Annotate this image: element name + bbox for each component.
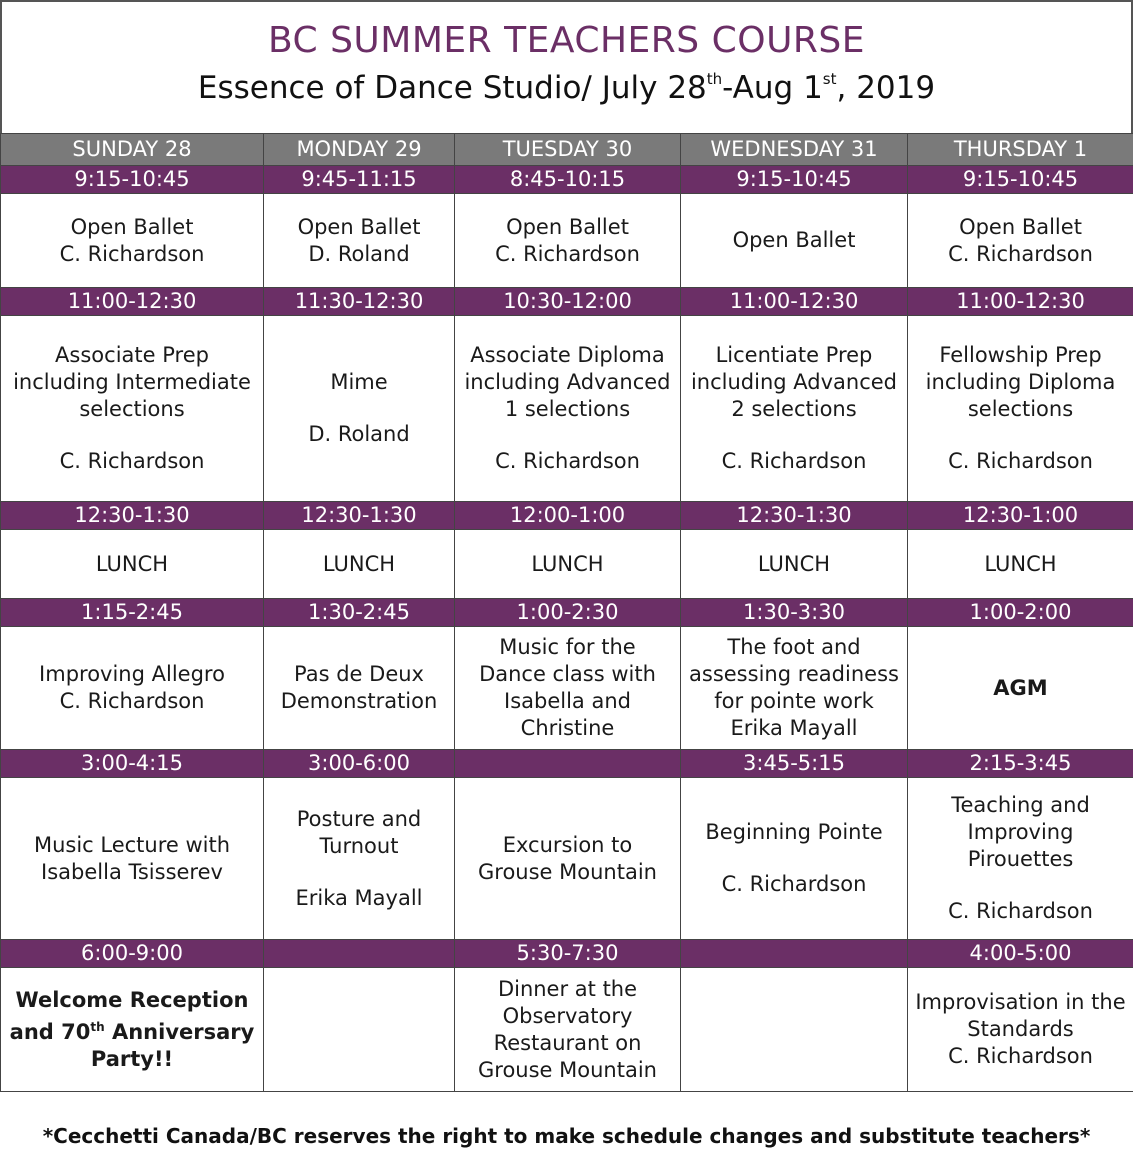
event-title: Welcome Reception — [15, 987, 249, 1012]
time-cell: 3:00-6:00 — [264, 750, 455, 778]
class-cell — [681, 627, 908, 750]
class-title: Christine — [520, 716, 615, 740]
time-cell: 11:30-12:30 — [264, 288, 455, 316]
event-text: and 70 — [9, 1019, 91, 1044]
class-title: Improvisation in the — [915, 990, 1126, 1014]
class-row — [1, 778, 1133, 940]
class-cell — [681, 194, 908, 288]
class-cell — [455, 627, 681, 750]
class-title: Music Lecture with — [33, 832, 231, 857]
lunch-cell: LUNCH — [908, 530, 1133, 599]
lunch-cell: LUNCH — [681, 530, 908, 599]
class-title: Mime — [330, 370, 388, 394]
class-teacher: C. Richardson — [721, 872, 867, 896]
time-cell: 9:15-10:45 — [1, 166, 264, 194]
empty-cell — [681, 968, 908, 1092]
class-title: Pas de Deux — [294, 662, 424, 686]
class-cell — [455, 968, 681, 1092]
class-cell — [1, 778, 264, 940]
empty-cell — [264, 968, 455, 1092]
day-header: TUESDAY 30 — [455, 134, 681, 166]
class-teacher: Erika Mayall — [295, 885, 423, 910]
class-cell — [908, 194, 1133, 288]
class-teacher: C. Richardson — [59, 449, 205, 473]
class-cell — [908, 316, 1133, 502]
time-row — [1, 288, 1133, 316]
event-title: Dinner at the — [497, 976, 638, 1001]
event-title: Restaurant on — [493, 1030, 642, 1055]
page-subtitle — [2, 70, 1131, 106]
lunch-row — [1, 530, 1133, 599]
class-title: Demonstration — [280, 689, 438, 713]
time-cell: 1:00-2:30 — [455, 599, 681, 627]
class-title: including Advanced — [690, 370, 898, 394]
time-cell: 9:15-10:45 — [908, 166, 1133, 194]
class-teacher: C. Richardson — [948, 899, 1093, 923]
time-cell: 12:30-1:30 — [681, 502, 908, 530]
class-cell — [908, 968, 1133, 1092]
class-teacher: Erika Mayall — [730, 716, 858, 740]
class-title: Improving Allegro — [39, 662, 225, 686]
class-teacher: C. Richardson — [59, 689, 205, 713]
time-cell: 6:00-9:00 — [1, 940, 264, 968]
class-title: 1 selections — [504, 397, 631, 421]
class-cell — [455, 194, 681, 288]
time-cell: 2:15-3:45 — [908, 750, 1133, 778]
time-cell: 1:00-2:00 — [908, 599, 1133, 627]
time-row — [1, 750, 1133, 778]
class-title: including Advanced — [464, 370, 671, 394]
class-title: Standards — [967, 1017, 1074, 1041]
time-cell — [681, 940, 908, 968]
class-teacher: C. Richardson — [948, 241, 1093, 266]
header — [0, 0, 1133, 134]
class-title: Music for the — [499, 635, 636, 659]
day-header-row — [1, 134, 1133, 166]
class-cell — [681, 316, 908, 502]
class-cell — [681, 778, 908, 940]
class-cell — [908, 778, 1133, 940]
class-teacher: C. Richardson — [59, 241, 205, 266]
time-cell: 12:30-1:00 — [908, 502, 1133, 530]
time-row — [1, 166, 1133, 194]
class-row — [1, 627, 1133, 750]
class-cell — [1, 968, 264, 1092]
class-row — [1, 194, 1133, 288]
class-title: assessing readiness — [689, 662, 899, 686]
class-title: Grouse Mountain — [478, 859, 657, 884]
day-header: THURSDAY 1 — [908, 134, 1133, 166]
class-row — [1, 968, 1133, 1092]
class-title: Open Ballet — [297, 214, 421, 239]
class-title: 2 selections — [731, 397, 857, 421]
event-title — [5, 1014, 259, 1046]
class-title: Isabella and — [504, 689, 631, 713]
lunch-cell: LUNCH — [1, 530, 264, 599]
class-title: Open Ballet — [506, 214, 629, 239]
disclaimer-footer: *Cecchetti Canada/BC reserves the right to make schedule changes and substitute teachers* — [42, 1124, 1091, 1148]
time-row — [1, 940, 1133, 968]
time-cell: 9:45-11:15 — [264, 166, 455, 194]
day-header: WEDNESDAY 31 — [681, 134, 908, 166]
class-title: Licentiate Prep — [715, 343, 873, 367]
class-teacher: D. Roland — [308, 241, 410, 266]
class-title: Dance class with — [479, 662, 656, 686]
day-header: MONDAY 29 — [264, 134, 455, 166]
subtitle-text: -Aug 1 — [722, 70, 823, 106]
time-cell: 12:30-1:30 — [1, 502, 264, 530]
class-teacher: C. Richardson — [948, 1044, 1093, 1068]
time-cell: 1:30-3:30 — [681, 599, 908, 627]
class-title: Improving — [967, 820, 1074, 844]
event-text: Anniversary — [104, 1019, 255, 1044]
class-title: Open Ballet — [959, 214, 1082, 239]
class-title: AGM — [993, 675, 1048, 700]
time-row — [1, 502, 1133, 530]
class-title: Beginning Pointe — [705, 820, 883, 844]
time-cell: 10:30-12:00 — [455, 288, 681, 316]
class-title: Open Ballet — [70, 214, 194, 239]
class-title: Associate Prep — [55, 343, 209, 367]
class-title: selections — [79, 397, 185, 421]
class-title: Turnout — [319, 833, 399, 858]
class-title: The foot and — [727, 635, 861, 659]
class-teacher: C. Richardson — [495, 449, 640, 473]
time-cell: 9:15-10:45 — [681, 166, 908, 194]
class-title: Posture and — [296, 806, 422, 831]
event-title: Party!! — [90, 1046, 174, 1071]
day-header: SUNDAY 28 — [1, 134, 264, 166]
class-row — [1, 316, 1133, 502]
subtitle-text: Essence of Dance Studio/ July 28 — [197, 70, 707, 106]
class-teacher: D. Roland — [308, 422, 410, 446]
class-title: Isabella Tsisserev — [41, 859, 223, 884]
time-cell: 1:30-2:45 — [264, 599, 455, 627]
class-cell — [908, 627, 1133, 750]
time-cell: 3:00-4:15 — [1, 750, 264, 778]
time-row — [1, 599, 1133, 627]
time-cell: 3:45-5:15 — [681, 750, 908, 778]
class-teacher: C. Richardson — [721, 449, 867, 473]
time-cell: 5:30-7:30 — [455, 940, 681, 968]
class-title: Teaching and — [951, 793, 1090, 817]
class-title: Excursion to — [502, 832, 633, 857]
class-cell — [1, 194, 264, 288]
class-title: for pointe work — [714, 689, 874, 713]
class-title: including Diploma — [925, 370, 1116, 394]
class-title: Associate Diploma — [470, 343, 665, 367]
class-title: Pirouettes — [967, 847, 1074, 871]
class-title: including Intermediate — [13, 370, 251, 394]
time-cell: 1:15-2:45 — [1, 599, 264, 627]
time-cell: 8:45-10:15 — [455, 166, 681, 194]
schedule-table — [0, 133, 1133, 1092]
class-teacher: C. Richardson — [948, 449, 1093, 473]
class-cell — [264, 778, 455, 940]
class-cell — [455, 778, 681, 940]
class-cell — [264, 316, 455, 502]
event-sup: th — [90, 1019, 105, 1034]
time-cell: 12:00-1:00 — [455, 502, 681, 530]
lunch-cell: LUNCH — [455, 530, 681, 599]
time-cell: 11:00-12:30 — [1, 288, 264, 316]
time-cell — [455, 750, 681, 778]
subtitle-sup: st — [822, 70, 837, 88]
time-cell: 4:00-5:00 — [908, 940, 1133, 968]
class-title: Open Ballet — [732, 228, 856, 252]
class-cell — [1, 627, 264, 750]
class-cell — [264, 194, 455, 288]
subtitle-sup: th — [706, 70, 723, 88]
event-title: Observatory — [502, 1003, 633, 1028]
class-cell — [1, 316, 264, 502]
page-title: BC SUMMER TEACHERS COURSE — [267, 20, 866, 61]
time-cell: 12:30-1:30 — [264, 502, 455, 530]
class-cell — [455, 316, 681, 502]
class-teacher: C. Richardson — [495, 241, 640, 266]
class-cell — [264, 627, 455, 750]
time-cell — [264, 940, 455, 968]
class-title: Fellowship Prep — [939, 343, 1102, 367]
event-title: Grouse Mountain — [478, 1057, 657, 1082]
subtitle-text: , 2019 — [836, 70, 936, 106]
time-cell: 11:00-12:30 — [681, 288, 908, 316]
lunch-cell: LUNCH — [264, 530, 455, 599]
class-title: selections — [967, 397, 1074, 421]
time-cell: 11:00-12:30 — [908, 288, 1133, 316]
